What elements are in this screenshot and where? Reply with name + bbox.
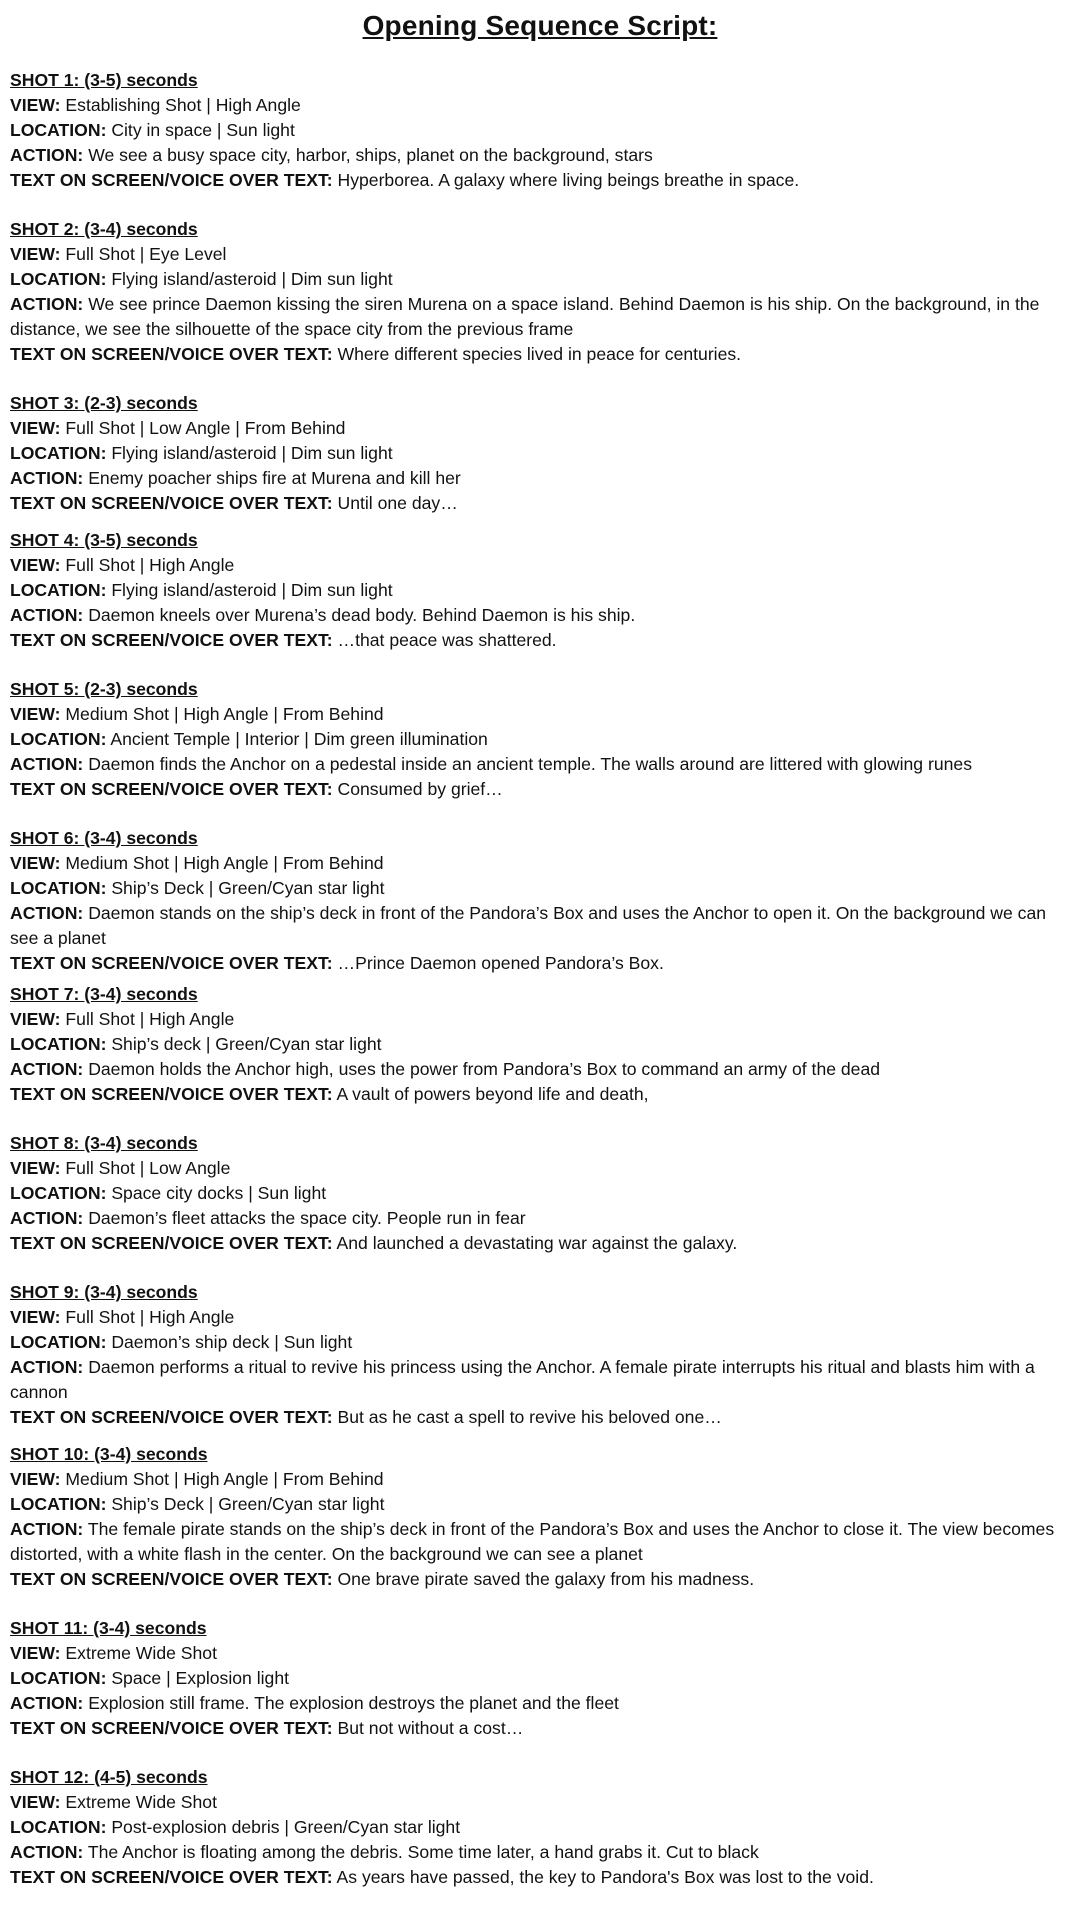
- action-label: ACTION:: [10, 605, 84, 625]
- view-value: Full Shot | High Angle: [65, 1307, 235, 1327]
- voiceover-value: And launched a devastating war against the galaxy.: [336, 1233, 738, 1253]
- view-line: [10, 242, 1070, 267]
- voiceover-line: [10, 342, 1070, 367]
- voiceover-value: One brave pirate saved the galaxy from his madness.: [337, 1569, 755, 1589]
- view-label: VIEW:: [10, 244, 61, 264]
- location-value: Flying island/asteroid | Dim sun light: [111, 269, 393, 289]
- view-value: Full Shot | Low Angle: [65, 1158, 231, 1178]
- action-line: [10, 1517, 1070, 1567]
- voiceover-value: …Prince Daemon opened Pandora’s Box.: [337, 953, 664, 973]
- location-line: [10, 1666, 1070, 1691]
- action-value: Explosion still frame. The explosion destroys the planet and the fleet: [88, 1693, 619, 1713]
- action-value: We see prince Daemon kissing the siren Murena on a space island. Behind Daemon is his ship. On the background, in the distance, we see the silhouette of the space city from the previous frame: [10, 294, 1040, 339]
- voiceover-label: TEXT ON SCREEN/VOICE OVER TEXT:: [10, 344, 333, 364]
- shot-block: [10, 1442, 1070, 1592]
- view-line: [10, 1467, 1070, 1492]
- location-label: LOCATION:: [10, 1183, 107, 1203]
- location-value: Ship’s deck | Green/Cyan star light: [111, 1034, 382, 1054]
- location-line: [10, 267, 1070, 292]
- action-label: ACTION:: [10, 1842, 84, 1862]
- action-label: ACTION:: [10, 1519, 84, 1539]
- view-label: VIEW:: [10, 95, 61, 115]
- action-value: Enemy poacher ships fire at Murena and kill her: [88, 468, 461, 488]
- view-label: VIEW:: [10, 418, 61, 438]
- voiceover-value: Hyperborea. A galaxy where living beings breathe in space.: [337, 170, 800, 190]
- action-value: The Anchor is floating among the debris. Some time later, a hand grabs it. Cut to black: [87, 1842, 759, 1862]
- view-line: [10, 1641, 1070, 1666]
- voiceover-value: A vault of powers beyond life and death,: [336, 1084, 649, 1104]
- view-line: [10, 553, 1070, 578]
- shot-heading: SHOT 10: (3-4) seconds: [10, 1444, 208, 1464]
- action-line: [10, 1355, 1070, 1405]
- location-line: [10, 1815, 1070, 1840]
- view-label: VIEW:: [10, 1009, 61, 1029]
- voiceover-value: But not without a cost…: [337, 1718, 524, 1738]
- view-value: Medium Shot | High Angle | From Behind: [65, 1469, 384, 1489]
- action-line: [10, 1206, 1070, 1231]
- voiceover-label: TEXT ON SCREEN/VOICE OVER TEXT:: [10, 493, 333, 513]
- voiceover-value: Consumed by grief…: [337, 779, 503, 799]
- view-value: Full Shot | High Angle: [65, 555, 235, 575]
- view-label: VIEW:: [10, 1307, 61, 1327]
- voiceover-line: [10, 491, 1070, 516]
- view-value: Establishing Shot | High Angle: [65, 95, 301, 115]
- voiceover-label: TEXT ON SCREEN/VOICE OVER TEXT:: [10, 953, 333, 973]
- location-label: LOCATION:: [10, 269, 107, 289]
- document-title: Opening Sequence Script:: [362, 10, 718, 41]
- location-value: Flying island/asteroid | Dim sun light: [111, 580, 393, 600]
- voiceover-label: TEXT ON SCREEN/VOICE OVER TEXT:: [10, 779, 333, 799]
- voiceover-line: [10, 1567, 1070, 1592]
- shot-block: [10, 217, 1070, 367]
- action-label: ACTION:: [10, 145, 84, 165]
- action-label: ACTION:: [10, 468, 84, 488]
- shot-block: [10, 68, 1070, 193]
- action-value: Daemon performs a ritual to revive his princess using the Anchor. A female pirate interrupts his ritual and blasts him with a cannon: [10, 1357, 1035, 1402]
- view-label: VIEW:: [10, 1158, 61, 1178]
- location-label: LOCATION:: [10, 878, 107, 898]
- shot-heading: SHOT 3: (2-3) seconds: [10, 393, 198, 413]
- view-value: Full Shot | Low Angle | From Behind: [65, 418, 346, 438]
- location-value: Ship’s Deck | Green/Cyan star light: [111, 1494, 385, 1514]
- view-value: Extreme Wide Shot: [65, 1643, 217, 1663]
- shot-heading: SHOT 9: (3-4) seconds: [10, 1282, 198, 1302]
- voiceover-line: [10, 1231, 1070, 1256]
- shot-heading: SHOT 7: (3-4) seconds: [10, 984, 198, 1004]
- voiceover-label: TEXT ON SCREEN/VOICE OVER TEXT:: [10, 1407, 333, 1427]
- location-value: Flying island/asteroid | Dim sun light: [111, 443, 393, 463]
- view-label: VIEW:: [10, 1792, 61, 1812]
- location-label: LOCATION:: [10, 1817, 107, 1837]
- action-line: [10, 1840, 1070, 1865]
- voiceover-line: [10, 777, 1070, 802]
- voiceover-value: But as he cast a spell to revive his beloved one…: [337, 1407, 722, 1427]
- location-line: [10, 118, 1070, 143]
- voiceover-label: TEXT ON SCREEN/VOICE OVER TEXT:: [10, 1233, 333, 1253]
- location-value: Ancient Temple | Interior | Dim green illumination: [110, 729, 488, 749]
- voiceover-label: TEXT ON SCREEN/VOICE OVER TEXT:: [10, 170, 333, 190]
- action-value: Daemon’s fleet attacks the space city. People run in fear: [88, 1208, 526, 1228]
- shot-heading: SHOT 8: (3-4) seconds: [10, 1133, 198, 1153]
- location-label: LOCATION:: [10, 443, 107, 463]
- location-line: [10, 1330, 1070, 1355]
- shot-heading: SHOT 11: (3-4) seconds: [10, 1618, 207, 1638]
- action-line: [10, 901, 1070, 951]
- view-line: [10, 702, 1070, 727]
- action-label: ACTION:: [10, 1208, 84, 1228]
- location-line: [10, 441, 1070, 466]
- location-label: LOCATION:: [10, 1332, 107, 1352]
- voiceover-value: Where different species lived in peace for centuries.: [337, 344, 742, 364]
- voiceover-line: [10, 1716, 1070, 1741]
- voiceover-value: Until one day…: [337, 493, 458, 513]
- shot-block: [10, 528, 1070, 653]
- shot-heading: SHOT 4: (3-5) seconds: [10, 530, 198, 550]
- action-value: We see a busy space city, harbor, ships, planet on the background, stars: [88, 145, 653, 165]
- view-line: [10, 1007, 1070, 1032]
- action-line: [10, 603, 1070, 628]
- voiceover-line: [10, 951, 1070, 976]
- location-line: [10, 578, 1070, 603]
- location-value: Post-explosion debris | Green/Cyan star light: [111, 1817, 461, 1837]
- shot-heading: SHOT 2: (3-4) seconds: [10, 219, 198, 239]
- voiceover-value: As years have passed, the key to Pandora's Box was lost to the void.: [336, 1867, 874, 1887]
- voiceover-label: TEXT ON SCREEN/VOICE OVER TEXT:: [10, 1569, 333, 1589]
- view-line: [10, 851, 1070, 876]
- location-label: LOCATION:: [10, 1494, 107, 1514]
- action-line: [10, 1057, 1070, 1082]
- location-value: Daemon’s ship deck | Sun light: [111, 1332, 353, 1352]
- action-label: ACTION:: [10, 754, 84, 774]
- shot-heading: SHOT 1: (3-5) seconds: [10, 70, 198, 90]
- location-label: LOCATION:: [10, 729, 107, 749]
- action-label: ACTION:: [10, 1357, 84, 1377]
- view-line: [10, 416, 1070, 441]
- voiceover-value: …that peace was shattered.: [337, 630, 557, 650]
- action-line: [10, 143, 1070, 168]
- location-value: Ship’s Deck | Green/Cyan star light: [111, 878, 385, 898]
- view-value: Extreme Wide Shot: [65, 1792, 217, 1812]
- shot-block: [10, 1280, 1070, 1430]
- location-label: LOCATION:: [10, 580, 107, 600]
- view-line: [10, 1790, 1070, 1815]
- voiceover-line: [10, 168, 1070, 193]
- shot-block: [10, 1616, 1070, 1741]
- location-label: LOCATION:: [10, 1668, 107, 1688]
- action-line: [10, 752, 1070, 777]
- shot-block: [10, 677, 1070, 802]
- action-label: ACTION:: [10, 1693, 84, 1713]
- location-line: [10, 727, 1070, 752]
- view-line: [10, 1305, 1070, 1330]
- voiceover-label: TEXT ON SCREEN/VOICE OVER TEXT:: [10, 630, 333, 650]
- location-value: City in space | Sun light: [111, 120, 295, 140]
- shot-heading: SHOT 5: (2-3) seconds: [10, 679, 198, 699]
- location-line: [10, 1492, 1070, 1517]
- action-value: The female pirate stands on the ship’s deck in front of the Pandora’s Box and uses the Anchor to close it. The view becomes distorted, with a white flash in the center. On the background we can see a planet: [10, 1519, 1055, 1564]
- voiceover-label: TEXT ON SCREEN/VOICE OVER TEXT:: [10, 1084, 333, 1104]
- shot-block: [10, 1131, 1070, 1256]
- action-label: ACTION:: [10, 294, 84, 314]
- view-label: VIEW:: [10, 1643, 61, 1663]
- location-label: LOCATION:: [10, 120, 107, 140]
- voiceover-label: TEXT ON SCREEN/VOICE OVER TEXT:: [10, 1718, 333, 1738]
- shot-heading: SHOT 6: (3-4) seconds: [10, 828, 198, 848]
- view-line: [10, 93, 1070, 118]
- action-value: Daemon kneels over Murena’s dead body. Behind Daemon is his ship.: [88, 605, 636, 625]
- view-value: Full Shot | Eye Level: [65, 244, 227, 264]
- view-label: VIEW:: [10, 853, 61, 873]
- location-value: Space | Explosion light: [111, 1668, 289, 1688]
- location-line: [10, 1181, 1070, 1206]
- view-value: Medium Shot | High Angle | From Behind: [65, 704, 384, 724]
- voiceover-line: [10, 628, 1070, 653]
- shot-block: [10, 826, 1070, 976]
- view-label: VIEW:: [10, 555, 61, 575]
- shot-block: [10, 1765, 1070, 1890]
- view-line: [10, 1156, 1070, 1181]
- view-label: VIEW:: [10, 1469, 61, 1489]
- shot-block: [10, 982, 1070, 1107]
- voiceover-line: [10, 1082, 1070, 1107]
- location-label: LOCATION:: [10, 1034, 107, 1054]
- view-value: Medium Shot | High Angle | From Behind: [65, 853, 384, 873]
- action-line: [10, 1691, 1070, 1716]
- location-line: [10, 876, 1070, 901]
- action-value: Daemon holds the Anchor high, uses the power from Pandora’s Box to command an army of the dead: [88, 1059, 881, 1079]
- voiceover-label: TEXT ON SCREEN/VOICE OVER TEXT:: [10, 1867, 333, 1887]
- action-label: ACTION:: [10, 1059, 84, 1079]
- voiceover-line: [10, 1405, 1070, 1430]
- view-value: Full Shot | High Angle: [65, 1009, 235, 1029]
- shot-heading: SHOT 12: (4-5) seconds: [10, 1767, 208, 1787]
- action-value: Daemon finds the Anchor on a pedestal inside an ancient temple. The walls around are littered with glowing runes: [88, 754, 972, 774]
- view-label: VIEW:: [10, 704, 61, 724]
- action-line: [10, 466, 1070, 491]
- voiceover-line: [10, 1865, 1070, 1890]
- action-line: [10, 292, 1070, 342]
- shot-block: [10, 391, 1070, 516]
- action-label: ACTION:: [10, 903, 84, 923]
- location-line: [10, 1032, 1070, 1057]
- location-value: Space city docks | Sun light: [111, 1183, 327, 1203]
- action-value: Daemon stands on the ship’s deck in front of the Pandora’s Box and uses the Anchor to open it. On the background we can see a planet: [10, 903, 1047, 948]
